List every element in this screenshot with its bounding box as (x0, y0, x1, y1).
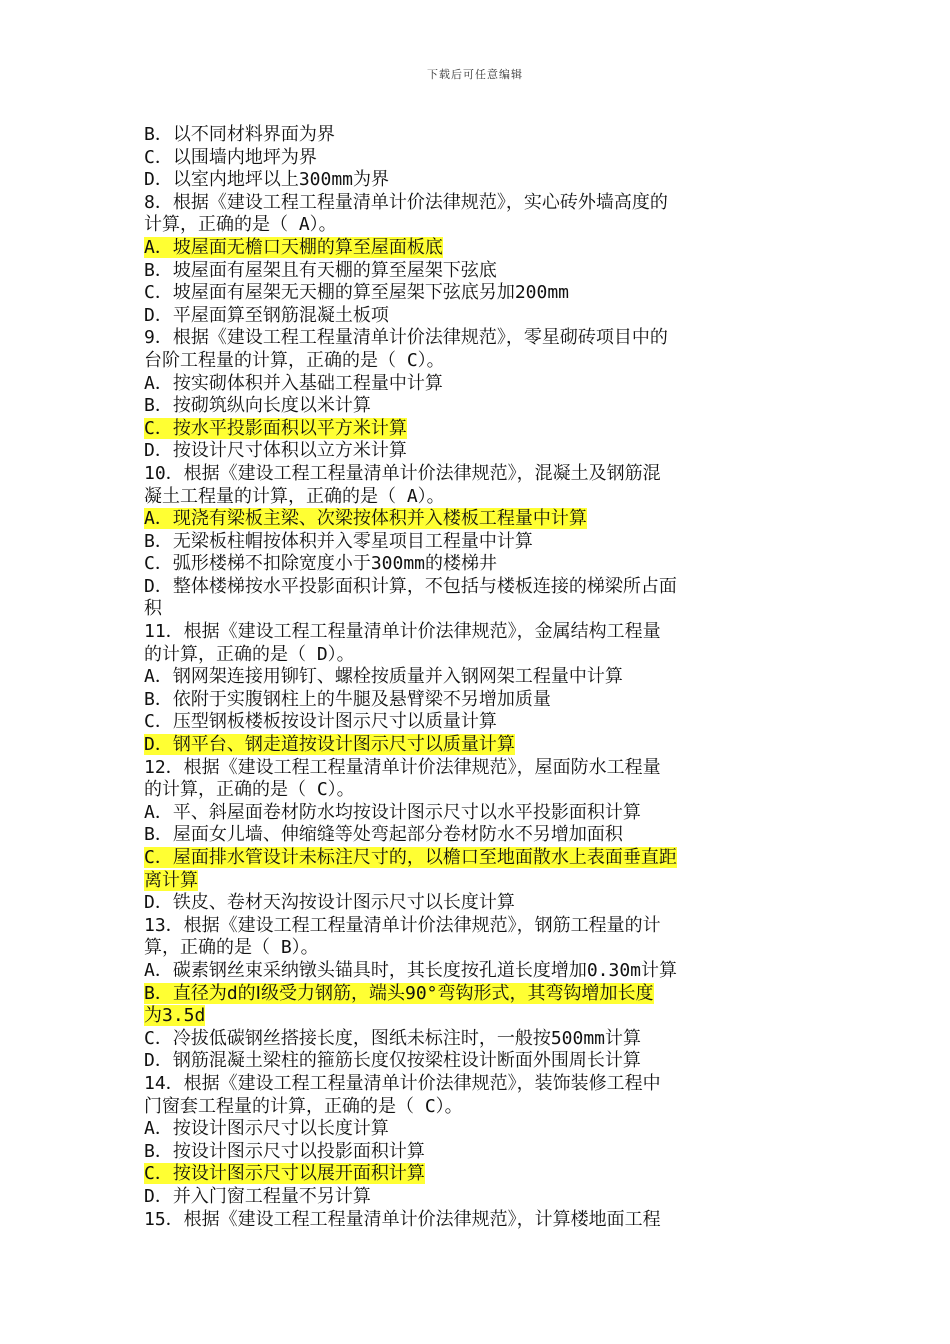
line-text: 的计算，正确的是（ D）。 (144, 643, 355, 665)
line-text: B．以不同材料界面为界 (144, 124, 335, 145)
line-text: B．按设计图示尺寸以投影面积计算 (144, 1140, 425, 1162)
line-text: D．整体楼梯按水平投影面积计算，不包括与楼板连接的梯梁所占面 (144, 575, 677, 597)
line-text: D．以室内地坪以上300mm为界 (144, 169, 390, 191)
highlighted-answer-line (144, 847, 808, 870)
text-line (144, 553, 808, 576)
text-line (144, 802, 808, 825)
text-line (144, 960, 808, 983)
line-text: A．钢网架连接用铆钉、螺栓按质量并入钢网架工程量中计算 (144, 666, 623, 688)
highlighted-answer-line (144, 1163, 808, 1186)
text-line (144, 440, 808, 463)
text-line (144, 1186, 808, 1209)
line-text: B．无梁板柱帽按体积并入零星项目工程量中计算 (144, 530, 533, 552)
line-text: 台阶工程量的计算，正确的是（ C）。 (144, 349, 445, 371)
line-text: C．以围墙内地坪为界 (144, 146, 317, 168)
text-line (144, 327, 808, 350)
text-line (144, 463, 808, 486)
text-line (144, 892, 808, 915)
text-line (144, 666, 808, 689)
text-line (144, 1050, 808, 1073)
highlighted-answer-line (144, 734, 808, 757)
line-text: 11．根据《建设工程工程量清单计价法律规范》，金属结构工程量 (144, 621, 661, 643)
line-text: 13．根据《建设工程工程量清单计价法律规范》，钢筋工程量的计 (144, 914, 661, 936)
line-text: D．钢筋混凝土梁柱的箍筋长度仅按梁柱设计断面外围周长计算 (144, 1050, 641, 1072)
text-line (144, 1141, 808, 1164)
highlighted-answer-line (144, 1005, 808, 1028)
text-line (144, 395, 808, 418)
line-text: D．钢平台、钢走道按设计图示尺寸以质量计算 (144, 734, 515, 756)
line-text: 14．根据《建设工程工程量清单计价法律规范》，装饰装修工程中 (144, 1072, 661, 1094)
text-line (144, 644, 808, 667)
line-text: 8．根据《建设工程工程量清单计价法律规范》，实心砖外墙高度的 (144, 191, 668, 213)
text-line (144, 1209, 808, 1232)
line-text: 的计算，正确的是（ C）。 (144, 779, 355, 801)
line-text: D．平屋面算至钢筋混凝土板项 (144, 304, 389, 326)
line-text: 为3.5d (144, 1005, 206, 1027)
text-line (144, 711, 808, 734)
line-text: C．屋面排水管设计未标注尺寸的，以檐口至地面散水上表面垂直距 (144, 847, 677, 868)
line-text: 10．根据《建设工程工程量清单计价法律规范》，混凝土及钢筋混 (144, 462, 661, 484)
text-line (144, 147, 808, 170)
line-text: C．冷拔低碳钢丝搭接长度，图纸未标注时，一般按500mm计算 (144, 1027, 642, 1049)
text-line (144, 1073, 808, 1096)
line-text: C．按设计图示尺寸以展开面积计算 (144, 1163, 425, 1185)
text-line (144, 169, 808, 192)
line-text: B．依附于实腹钢柱上的牛腿及悬臂梁不另增加质量 (144, 688, 551, 710)
line-text: A．坡屋面无檐口天棚的算至屋面板底 (144, 236, 443, 258)
line-text: D．铁皮、卷材天沟按设计图示尺寸以长度计算 (144, 892, 515, 914)
text-line (144, 1118, 808, 1141)
text-line (144, 1028, 808, 1051)
text-line (144, 576, 808, 599)
line-text: C．坡屋面有屋架无天棚的算至屋架下弦底另加200mm (144, 282, 570, 304)
text-line (144, 689, 808, 712)
line-text: 门窗套工程量的计算，正确的是（ C）。 (144, 1095, 463, 1117)
line-text: A．按实砌体积并入基础工程量中计算 (144, 372, 443, 394)
text-line (144, 282, 808, 305)
document-body (144, 124, 808, 1231)
text-line (144, 192, 808, 215)
highlighted-answer-line (144, 418, 808, 441)
text-line (144, 350, 808, 373)
line-text: C．按水平投影面积以平方米计算 (144, 417, 407, 439)
highlighted-answer-line (144, 237, 808, 260)
highlighted-answer-line (144, 983, 808, 1006)
line-text: 积 (144, 598, 162, 620)
highlighted-answer-line (144, 508, 808, 531)
line-text: D．并入门窗工程量不另计算 (144, 1185, 371, 1207)
line-text: A．现浇有梁板主梁、次梁按体积并入楼板工程量中计算 (144, 508, 587, 530)
line-text: 12．根据《建设工程工程量清单计价法律规范》，屋面防水工程量 (144, 756, 661, 778)
line-text: C．压型钢板楼板按设计图示尺寸以质量计算 (144, 711, 497, 733)
highlighted-answer-line (144, 870, 808, 893)
text-line (144, 915, 808, 938)
line-text: A．按设计图示尺寸以长度计算 (144, 1118, 389, 1140)
text-line (144, 531, 808, 554)
text-line (144, 486, 808, 509)
line-text: A．平、斜屋面卷材防水均按设计图示尺寸以水平投影面积计算 (144, 801, 641, 823)
line-text: 凝土工程量的计算，正确的是（ A）。 (144, 485, 445, 507)
line-text: B．直径为d的Ⅰ级受力钢筋，端头90°弯钩形式，其弯钩增加长度 (144, 982, 654, 1004)
line-text: 9．根据《建设工程工程量清单计价法律规范》，零星砌砖项目中的 (144, 327, 668, 349)
text-line (144, 305, 808, 328)
text-line (144, 214, 808, 237)
line-text: 离计算 (144, 869, 198, 891)
text-line (144, 373, 808, 396)
text-line (144, 937, 808, 960)
page-header: 下载后可任意编辑 (427, 68, 523, 81)
line-text: 算，正确的是（ B）。 (144, 937, 319, 959)
text-line (144, 260, 808, 283)
line-text: B．屋面女儿墙、伸缩缝等处弯起部分卷材防水不另增加面积 (144, 824, 623, 846)
text-line (144, 621, 808, 644)
text-line (144, 124, 808, 147)
line-text: 计算，正确的是（ A）。 (144, 214, 337, 236)
text-line (144, 598, 808, 621)
line-text: C．弧形楼梯不扣除宽度小于300mm的楼梯井 (144, 553, 498, 575)
text-line (144, 824, 808, 847)
line-text: 15．根据《建设工程工程量清单计价法律规范》，计算楼地面工程 (144, 1208, 661, 1230)
line-text: A．碳素钢丝束采纳镦头锚具时，其长度按孔道长度增加0.30m计算 (144, 959, 678, 981)
text-line (144, 757, 808, 780)
line-text: B．坡屋面有屋架且有天棚的算至屋架下弦底 (144, 259, 497, 281)
line-text: D．按设计尺寸体积以立方米计算 (144, 440, 407, 462)
text-line (144, 1096, 808, 1119)
text-line (144, 779, 808, 802)
line-text: B．按砌筑纵向长度以米计算 (144, 395, 371, 417)
